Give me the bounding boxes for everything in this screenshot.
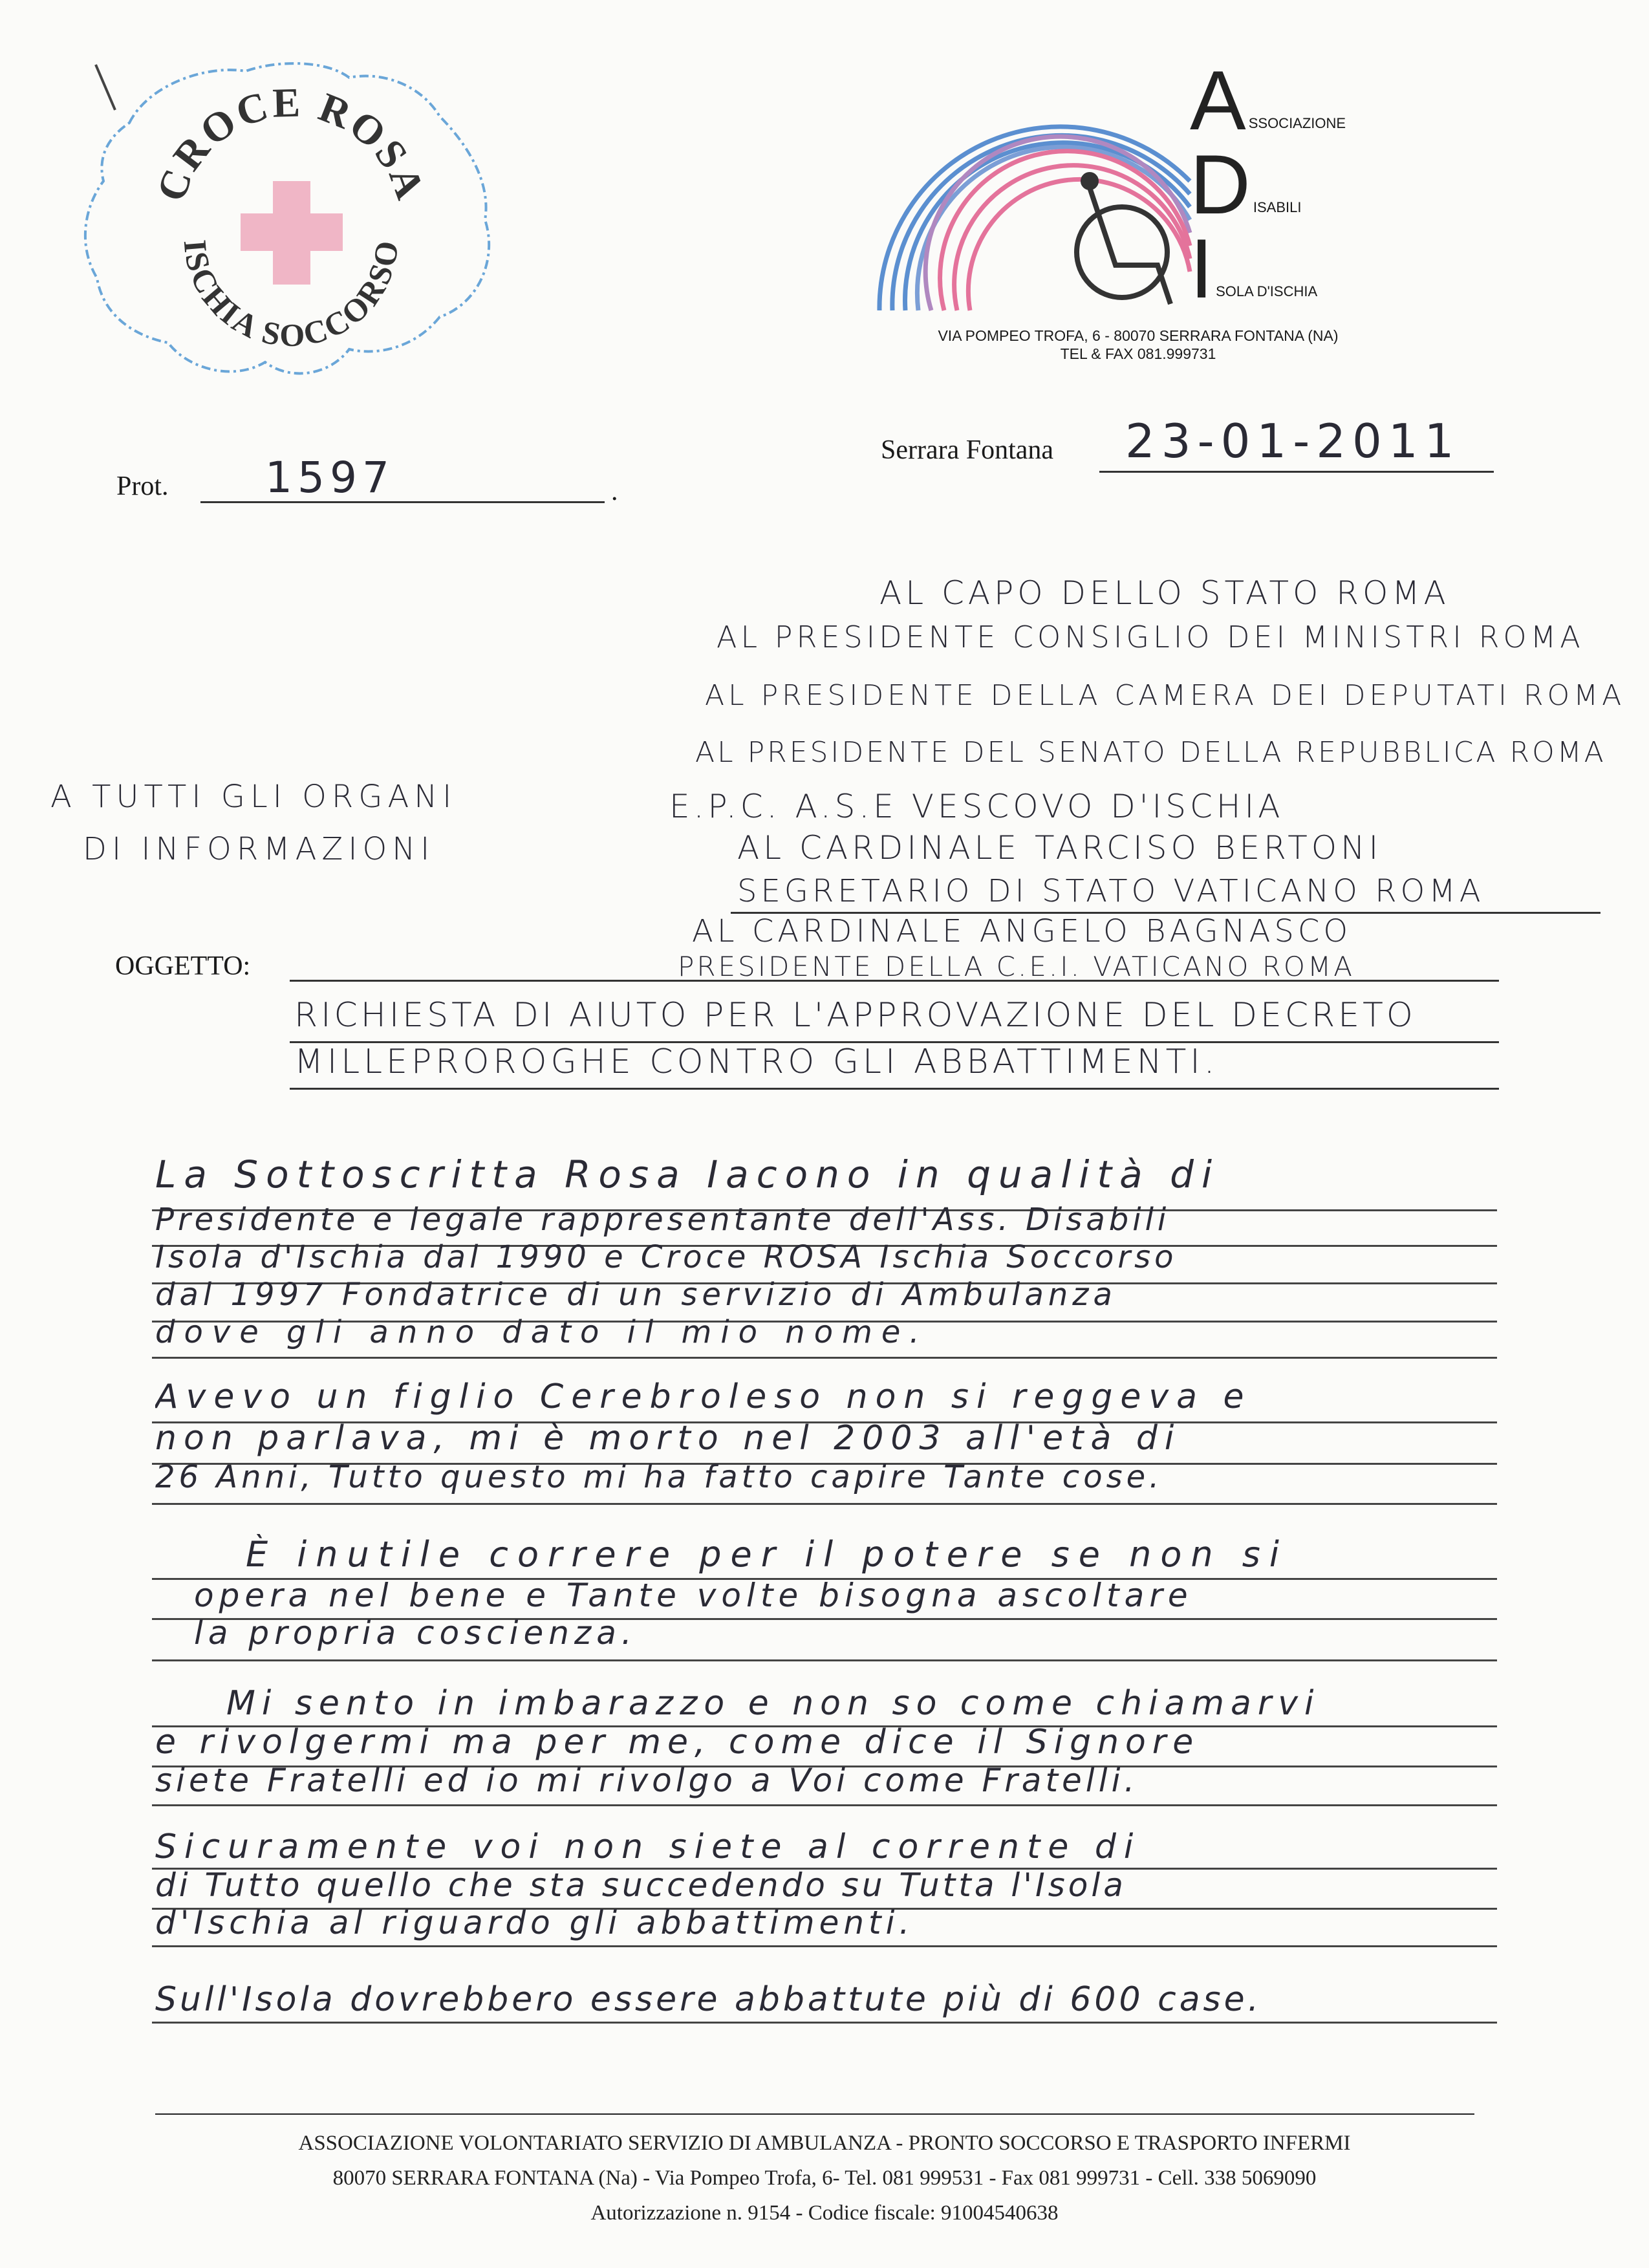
ruled-line: [152, 1357, 1497, 1359]
logo-top-text: CROCE ROSA: [147, 79, 435, 208]
addressee-line: PRESIDENTE DELLA C.E.I. VATICANO ROMA: [678, 951, 1355, 982]
addressee-line: AL PRESIDENTE DEL SENATO DELLA REPUBBLICA ROMA: [695, 736, 1606, 769]
ruled-line: [152, 1503, 1497, 1505]
addressee-line: AL PRESIDENTE CONSIGLIO DEI MINISTRI ROMA: [717, 620, 1584, 654]
adi-word-isola: SOLA D'ISCHIA: [1216, 283, 1318, 299]
adi-initial-i: I: [1190, 221, 1214, 316]
body-line: non parlava, mi è morto nel 2003 all'età di: [155, 1419, 1181, 1458]
body-line: 26 Anni, Tutto questo mi ha fatto capire Tante cose.: [155, 1459, 1163, 1495]
prot-label: Prot.: [116, 471, 169, 501]
addressee-line: AL PRESIDENTE DELLA CAMERA DEI DEPUTATI ROMA: [705, 679, 1626, 712]
adi-initial-d: D: [1190, 137, 1251, 232]
adi-letter-d-row: [1190, 136, 1346, 232]
footer-line-1: ASSOCIAZIONE VOLONTARIATO SERVIZIO DI AMBULANZA - PRONTO SOCCORSO E TRASPORTO INFERMI: [298, 2132, 1351, 2155]
body-line: la propria coscienza.: [194, 1614, 637, 1652]
oggetto-label: OGGETTO:: [115, 951, 251, 981]
ruled-line: [152, 1804, 1497, 1806]
addressee-line: E.P.C. A.S.E VESCOVO D'ISCHIA: [669, 788, 1284, 825]
body-line: Presidente e legale rappresentante dell'Ass. Disabili: [155, 1202, 1170, 1238]
body-line: d'Ischia al riguardo gli abbattimenti.: [155, 1904, 914, 1941]
addressee-line: SEGRETARIO DI STATO VATICANO ROMA: [737, 873, 1485, 909]
body-line: dove gli anno dato il mio nome.: [155, 1314, 929, 1350]
side-note-line: DI INFORMAZIONI: [83, 831, 435, 867]
rainbow-arcs-icon: [867, 58, 1229, 330]
prot-number: 1597: [265, 453, 394, 502]
body-line: Mi sento in imbarazzo e non so come chiamarvi: [226, 1684, 1320, 1723]
croce-rosa-logo: [78, 45, 504, 407]
adi-word-associazione: SSOCIAZIONE: [1248, 115, 1346, 131]
date-value: 23-01-2011: [1125, 414, 1461, 468]
body-line: Avevo un figlio Cerebroleso non si reggeva e: [155, 1377, 1252, 1416]
adi-address-line1: VIA POMPEO TROFA, 6 - 80070 SERRARA FONTANA (NA): [938, 327, 1339, 344]
date-underline: [1099, 471, 1494, 473]
addressee-line: AL CARDINALE TARCISO BERTONI: [737, 829, 1383, 867]
logo-bottom-text: ISCHIA SOCCORSO: [177, 237, 406, 354]
footer-line-3: Autorizzazione n. 9154 - Codice fiscale: 91004540638: [590, 2201, 1059, 2225]
ruled-line: [152, 1945, 1497, 1947]
adi-address-block: [867, 327, 1410, 363]
adi-initial-a: A: [1190, 53, 1246, 147]
red-cross-icon: [241, 181, 343, 285]
oggetto-text-line: RICHIESTA DI AIUTO PER L'APPROVAZIONE DEL DECRETO: [294, 996, 1416, 1035]
body-line: di Tutto quello che sta succedendo su Tutta l'Isola: [155, 1866, 1126, 1904]
adi-address-line2: TEL & FAX 081.999731: [1060, 345, 1216, 362]
body-line: dal 1997 Fondatrice di un servizio di Ambulanza: [155, 1277, 1117, 1313]
prot-end-dot: .: [611, 477, 618, 506]
oggetto-text-line: MILLEPROROGHE CONTRO GLI ABBATTIMENTI.: [294, 1042, 1219, 1081]
body-line: È inutile correre per il potere se non si: [246, 1534, 1288, 1575]
ruled-line: [152, 1659, 1497, 1661]
adi-letter-i-row: [1190, 220, 1346, 316]
body-line: opera nel bene e Tante volte bisogna ascoltare: [194, 1577, 1193, 1614]
adi-word-disabili: ISABILI: [1253, 199, 1302, 215]
oggetto-line: [290, 1088, 1499, 1090]
addressee-line: AL CAPO DELLO STATO ROMA: [879, 574, 1450, 612]
wheelchair-icon: [1077, 175, 1170, 304]
adi-logo: [867, 53, 1449, 330]
prot-underline: [200, 501, 605, 503]
ruled-line: [152, 2022, 1497, 2024]
footer-rule: [155, 2113, 1474, 2115]
footer-line-2: 80070 SERRARA FONTANA (Na) - Via Pompeo Trofa, 6- Tel. 081 999531 - Fax 081 999731 - Cell. 338 5069090: [332, 2166, 1317, 2190]
oggetto-line: [290, 980, 1499, 982]
side-note-line: A TUTTI GLI ORGANI: [50, 779, 457, 815]
body-line: La Sottoscritta Rosa Iacono in qualità di: [155, 1152, 1220, 1196]
body-line: e rivolgermi ma per me, come dice il Signore: [155, 1723, 1200, 1762]
body-line: Sull'Isola dovrebbero essere abbattute più di 600 case.: [155, 1980, 1262, 2019]
body-line: siete Fratelli ed io mi rivolgo a Voi come Fratelli.: [155, 1762, 1139, 1799]
adi-letter-a-row: [1190, 53, 1346, 147]
body-line: Isola d'Ischia dal 1990 e Croce ROSA Ischia Soccorso: [155, 1239, 1178, 1275]
ischia-island-outline-icon: [78, 45, 504, 407]
body-line: Sicuramente voi non siete al corrente di: [155, 1828, 1141, 1866]
date-label: Serrara Fontana: [881, 435, 1054, 465]
addressee-line: AL CARDINALE ANGELO BAGNASCO: [692, 913, 1352, 949]
